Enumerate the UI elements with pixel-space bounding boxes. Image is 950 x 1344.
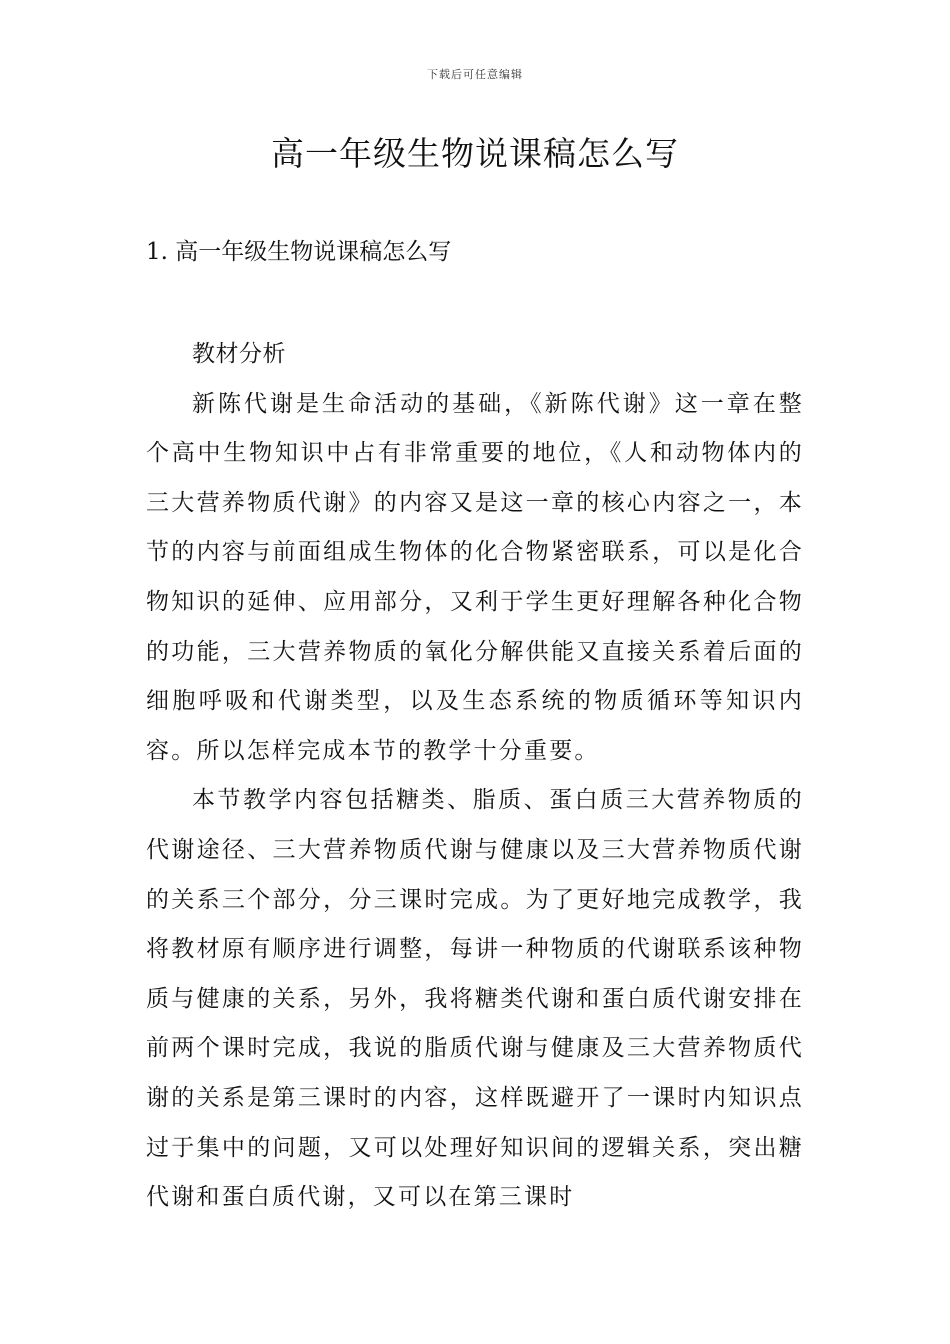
paragraph: 本节教学内容包括糖类、脂质、蛋白质三大营养物质的代谢途径、三大营养物质代谢与健康以及三大营养物质代谢的关系三个部分，分三课时完成。为了更好地完成教学，我将教材原有顺序进行调整，每讲一种物质的代谢联系该种物质与健康的关系，另外，我将糖类代谢和蛋白质代谢安排在前两个课时完成，我说的脂质代谢与健康及三大营养物质代谢的关系是第三课时的内容，这样既避开了一课时内知识点过于集中的问题，又可以处理好知识间的逻辑关系，突出糖代谢和蛋白质代谢，又可以在第三课时 bbox=[146, 787, 804, 1211]
paragraph: 新陈代谢是生命活动的基础，《新陈代谢》这一章在整个高中生物知识中占有非常重要的地位，《人和动物体内的三大营养物质代谢》的内容又是这一章的核心内容之一，本节的内容与前面组成生物体的化合物紧密联系，可以是化合物知识的延伸、应用部分，又利于学生更好理解各种化合物的功能，三大营养物质的氧化分解供能又直接关系着后面的细胞呼吸和代谢类型，以及生态系统的物质循环等知识内容。所以怎样完成本节的教学十分重要。 bbox=[146, 390, 804, 764]
document-body bbox=[146, 330, 804, 1223]
section-heading: 1. 高一年级生物说课稿怎么写 bbox=[146, 239, 452, 265]
document-title: 高一年级生物说课稿怎么写 bbox=[271, 134, 679, 173]
header-note: 下载后可任意编辑 bbox=[427, 68, 523, 81]
subheading: 教材分析 bbox=[192, 341, 286, 367]
